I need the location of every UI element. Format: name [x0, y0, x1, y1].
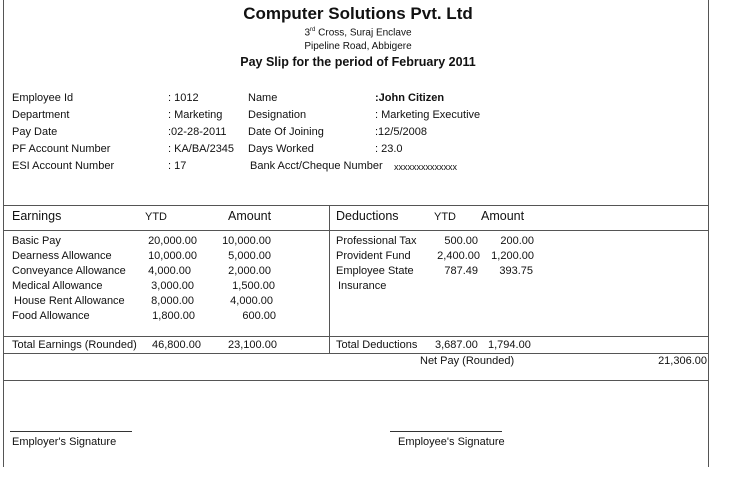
left-border — [3, 0, 4, 467]
earnings-row-amount: 5,000.00 — [228, 250, 271, 262]
deductions-row-ytd: 787.49 — [444, 265, 478, 277]
name-label: Name — [248, 92, 278, 104]
pay-date-value: :02-28-2011 — [168, 126, 227, 138]
earnings-row-ytd: 3,000.00 — [151, 280, 194, 292]
earnings-row-name: Conveyance Allowance — [12, 265, 126, 277]
employee-signature-line — [390, 431, 502, 432]
deductions-row-amount: 393.75 — [499, 265, 533, 277]
table-top-line — [3, 205, 709, 206]
earnings-row-name: Medical Allowance — [12, 280, 103, 292]
name-value: :John Citizen — [375, 92, 445, 104]
earnings-row-name: Basic Pay — [12, 235, 61, 247]
employer-signature-line — [10, 431, 132, 432]
net-pay-value: 21,306.00 — [658, 355, 707, 367]
bank-account-label: Bank Acct/Cheque Number — [250, 160, 383, 172]
net-pay-bottom-line — [3, 380, 709, 381]
pay-date-label: Pay Date — [12, 126, 58, 138]
deductions-ytd-header: YTD — [434, 211, 456, 223]
column-divider — [329, 205, 330, 353]
earnings-row-ytd: 20,000.00 — [148, 235, 197, 247]
totals-bottom-line — [3, 353, 709, 354]
days-worked-label: Days Worked — [248, 143, 314, 155]
earnings-row-ytd: 10,000.00 — [148, 250, 197, 262]
department-value: : Marketing — [168, 109, 223, 121]
earnings-header: Earnings — [12, 209, 62, 223]
employee-id-value: : 1012 — [168, 92, 199, 104]
esi-account-label: ESI Account Number — [12, 160, 115, 172]
deductions-amount-header: Amount — [481, 209, 525, 223]
earnings-ytd-header: YTD — [145, 211, 167, 223]
deductions-row-name: Insurance — [338, 280, 387, 292]
earnings-row-name: Dearness Allowance — [12, 250, 112, 262]
date-of-joining-value: :12/5/2008 — [375, 126, 427, 138]
total-deductions-ytd: 3,687.00 — [435, 339, 478, 351]
company-name: Computer Solutions Pvt. Ltd — [243, 4, 473, 23]
header-bottom-line — [3, 230, 709, 231]
pf-account-value: : KA/BA/2345 — [168, 143, 235, 155]
total-deductions-label: Total Deductions — [336, 339, 418, 351]
date-of-joining-label: Date Of Joining — [248, 126, 324, 138]
designation-label: Designation — [248, 109, 307, 121]
address-line-2: Pipeline Road, Abbigere — [304, 41, 412, 52]
earnings-row-ytd: 4,000.00 — [148, 265, 191, 277]
bank-account-value: xxxxxxxxxxxxxx — [394, 162, 457, 172]
employee-signature-label: Employee's Signature — [398, 436, 505, 448]
deductions-header: Deductions — [336, 209, 399, 223]
address-line-1: 3rd Cross, Suraj Enclave — [304, 27, 412, 39]
earnings-row-amount: 1,500.00 — [232, 280, 275, 292]
earnings-row-name: Food Allowance — [12, 310, 90, 322]
total-deductions-amount: 1,794.00 — [488, 339, 531, 351]
deductions-row-amount: 200.00 — [500, 235, 534, 247]
deductions-row-name: Employee State — [336, 265, 414, 277]
earnings-row-amount: 4,000.00 — [230, 295, 273, 307]
deductions-row-name: Professional Tax — [336, 235, 417, 247]
payslip-title: Pay Slip for the period of February 2011 — [240, 55, 476, 69]
deductions-row-amount: 1,200.00 — [491, 250, 534, 262]
net-pay-label: Net Pay (Rounded) — [420, 355, 515, 367]
employer-signature-label: Employer's Signature — [12, 436, 117, 448]
earnings-row-name: House Rent Allowance — [14, 295, 125, 307]
pf-account-label: PF Account Number — [12, 143, 111, 155]
department-label: Department — [12, 109, 70, 121]
earnings-row-amount: 600.00 — [242, 310, 276, 322]
totals-top-line — [3, 336, 709, 337]
days-worked-value: : 23.0 — [375, 143, 403, 155]
earnings-row-ytd: 8,000.00 — [151, 295, 194, 307]
designation-value: : Marketing Executive — [375, 109, 481, 121]
deductions-row-ytd: 500.00 — [444, 235, 478, 247]
earnings-amount-header: Amount — [228, 209, 272, 223]
total-earnings-amount: 23,100.00 — [228, 339, 277, 351]
esi-account-value: : 17 — [168, 160, 187, 172]
employee-id-label: Employee Id — [12, 92, 74, 104]
total-earnings-ytd: 46,800.00 — [152, 339, 201, 351]
right-border — [708, 0, 709, 467]
deductions-row-ytd: 2,400.00 — [437, 250, 480, 262]
earnings-row-amount: 2,000.00 — [228, 265, 271, 277]
deductions-row-name: Provident Fund — [336, 250, 411, 262]
earnings-row-amount: 10,000.00 — [222, 235, 271, 247]
earnings-row-ytd: 1,800.00 — [152, 310, 195, 322]
total-earnings-label: Total Earnings (Rounded) — [12, 339, 137, 351]
